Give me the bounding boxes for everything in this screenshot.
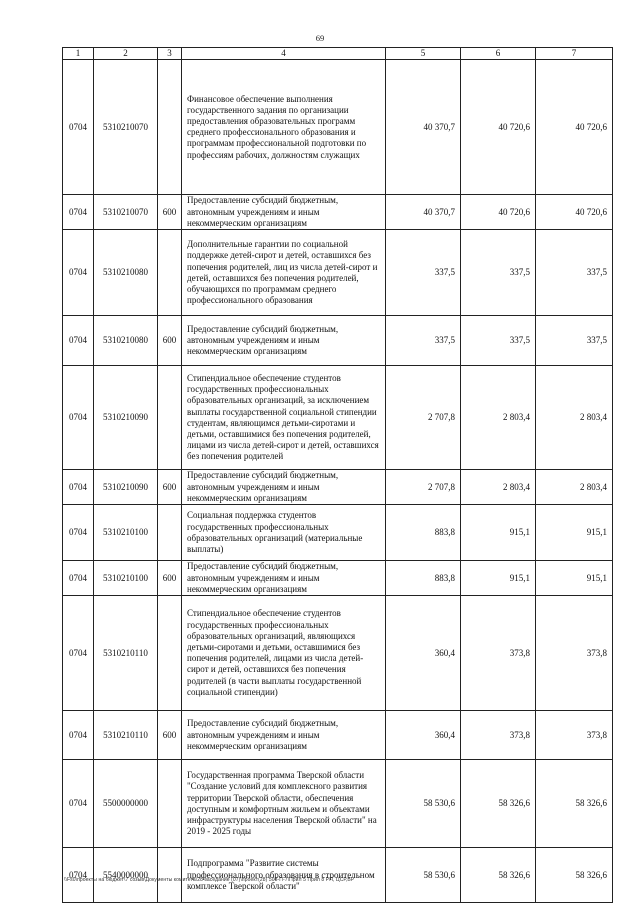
table-row bbox=[63, 760, 613, 848]
amount-year3-cell: 915,1 bbox=[536, 561, 613, 596]
amount-year2-cell: 915,1 bbox=[461, 505, 536, 561]
header-cell: 6 bbox=[461, 48, 536, 60]
section-code-cell: 0704 bbox=[63, 195, 94, 230]
description-cell: Социальная поддержка студентов государственных профессиональных образовательных организаций (материальные выплаты) bbox=[182, 505, 386, 561]
expense-type-cell bbox=[158, 848, 182, 903]
expense-type-cell bbox=[158, 366, 182, 470]
amount-year3-cell: 2 803,4 bbox=[536, 470, 613, 505]
section-code-cell: 0704 bbox=[63, 505, 94, 561]
amount-year2-cell: 373,8 bbox=[461, 711, 536, 760]
amount-year3-cell: 337,5 bbox=[536, 316, 613, 366]
section-code-cell: 0704 bbox=[63, 848, 94, 903]
description-cell: Предоставление субсидий бюджетным, автономным учреждениям и иным некоммерческим организациям bbox=[182, 711, 386, 760]
description-cell: Стипендиальное обеспечение студентов государственных профессиональных образовательных организаций, являющихся детьми-сиротами и детьми, оставшимися без попечения родителей, лицами из числа детей-сирот и детей, оставшихся без попечения родителей (в части выплаты государственной социальной стипендии) bbox=[182, 596, 386, 711]
header-cell: 1 bbox=[63, 48, 94, 60]
target-article-cell: 5310210100 bbox=[94, 505, 158, 561]
expense-type-cell: 600 bbox=[158, 195, 182, 230]
description-cell: Дополнительные гарантии по социальной поддержке детей-сирот и детей, оставшихся без попечения родителей, лиц из числа детей-сирот и детей, оставшихся без попечения родителей, обучающихся по программам среднего профессионального образования bbox=[182, 230, 386, 316]
target-article-cell: 5310210100 bbox=[94, 561, 158, 596]
amount-year2-cell: 2 803,4 bbox=[461, 366, 536, 470]
table-row bbox=[63, 596, 613, 711]
table-row bbox=[63, 711, 613, 760]
description-cell: Предоставление субсидий бюджетным, автономным учреждениям и иным некоммерческим организациям bbox=[182, 561, 386, 596]
header-cell: 2 bbox=[94, 48, 158, 60]
header-cell: 3 bbox=[158, 48, 182, 60]
amount-year3-cell: 2 803,4 bbox=[536, 366, 613, 470]
file-path-footer: \\Fs0\проекты на бюджет\7 созыв\Документы комитета\28 заседание (07)\проект(28) 508-П-7\Прил 5 Прил 8 РП, ЦСР,ВР bbox=[64, 877, 355, 883]
description-cell: Стипендиальное обеспечение студентов государственных профессиональных образовательных организаций, за исключением выплаты государственной социальной стипендии студентам, являющимся детьми-сиротами и детьми, оставшимися без попечения родителей, лицами из числа детей-сирот и детей, оставшихся без попечения родителей bbox=[182, 366, 386, 470]
amount-year3-cell: 40 720,6 bbox=[536, 195, 613, 230]
target-article-cell: 5310210080 bbox=[94, 230, 158, 316]
target-article-cell: 5310210110 bbox=[94, 711, 158, 760]
amount-year2-cell: 2 803,4 bbox=[461, 470, 536, 505]
table-row bbox=[63, 230, 613, 316]
target-article-cell: 5310210070 bbox=[94, 60, 158, 195]
section-code-cell: 0704 bbox=[63, 366, 94, 470]
amount-year3-cell: 40 720,6 bbox=[536, 60, 613, 195]
amount-year1-cell: 2 707,8 bbox=[386, 366, 461, 470]
amount-year1-cell: 883,8 bbox=[386, 505, 461, 561]
expense-type-cell bbox=[158, 760, 182, 848]
expense-type-cell: 600 bbox=[158, 316, 182, 366]
amount-year1-cell: 40 370,7 bbox=[386, 60, 461, 195]
page-number: 69 bbox=[315, 33, 325, 43]
amount-year2-cell: 40 720,6 bbox=[461, 60, 536, 195]
amount-year2-cell: 58 326,6 bbox=[461, 848, 536, 903]
amount-year1-cell: 337,5 bbox=[386, 230, 461, 316]
header-cell: 5 bbox=[386, 48, 461, 60]
amount-year3-cell: 373,8 bbox=[536, 711, 613, 760]
header-cell: 4 bbox=[182, 48, 386, 60]
expense-type-cell: 600 bbox=[158, 561, 182, 596]
description-cell: Предоставление субсидий бюджетным, автономным учреждениям и иным некоммерческим организациям bbox=[182, 470, 386, 505]
section-code-cell: 0704 bbox=[63, 316, 94, 366]
amount-year2-cell: 337,5 bbox=[461, 316, 536, 366]
target-article-cell: 5540000000 bbox=[94, 848, 158, 903]
description-cell: Государственная программа Тверской области "Создание условий для комплексного развития территории Тверской области, обеспечения доступным и комфортным жильем и объектами инфраструктуры населения Тверской области" на 2019 - 2025 годы bbox=[182, 760, 386, 848]
amount-year1-cell: 883,8 bbox=[386, 561, 461, 596]
expense-type-cell bbox=[158, 505, 182, 561]
section-code-cell: 0704 bbox=[63, 60, 94, 195]
amount-year3-cell: 58 326,6 bbox=[536, 848, 613, 903]
amount-year1-cell: 58 530,6 bbox=[386, 760, 461, 848]
budget-table bbox=[62, 47, 613, 903]
amount-year3-cell: 58 326,6 bbox=[536, 760, 613, 848]
target-article-cell: 5310210070 bbox=[94, 195, 158, 230]
expense-type-cell bbox=[158, 230, 182, 316]
amount-year3-cell: 337,5 bbox=[536, 230, 613, 316]
expense-type-cell: 600 bbox=[158, 470, 182, 505]
amount-year1-cell: 360,4 bbox=[386, 596, 461, 711]
expense-type-cell: 600 bbox=[158, 711, 182, 760]
header-row bbox=[63, 48, 613, 60]
amount-year2-cell: 40 720,6 bbox=[461, 195, 536, 230]
table-row bbox=[63, 316, 613, 366]
section-code-cell: 0704 bbox=[63, 470, 94, 505]
target-article-cell: 5310210090 bbox=[94, 470, 158, 505]
amount-year3-cell: 915,1 bbox=[536, 505, 613, 561]
target-article-cell: 5310210110 bbox=[94, 596, 158, 711]
table-row bbox=[63, 60, 613, 195]
section-code-cell: 0704 bbox=[63, 230, 94, 316]
expense-type-cell bbox=[158, 596, 182, 711]
table-row bbox=[63, 470, 613, 505]
table-row bbox=[63, 561, 613, 596]
description-cell: Финансовое обеспечение выполнения государственного задания по организации предоставления образовательных программ среднего профессионального образования и программам профессиональной подготовки по профессиям рабочих, должностям служащих bbox=[182, 60, 386, 195]
amount-year2-cell: 915,1 bbox=[461, 561, 536, 596]
target-article-cell: 5310210090 bbox=[94, 366, 158, 470]
header-cell: 7 bbox=[536, 48, 613, 60]
amount-year1-cell: 2 707,8 bbox=[386, 470, 461, 505]
table-row bbox=[63, 195, 613, 230]
section-code-cell: 0704 bbox=[63, 561, 94, 596]
amount-year1-cell: 337,5 bbox=[386, 316, 461, 366]
amount-year1-cell: 40 370,7 bbox=[386, 195, 461, 230]
table-row bbox=[63, 366, 613, 470]
description-cell: Подпрограмма "Развитие системы профессионального образования в строительном комплексе Тверской области" bbox=[182, 848, 386, 903]
amount-year2-cell: 373,8 bbox=[461, 596, 536, 711]
description-cell: Предоставление субсидий бюджетным, автономным учреждениям и иным некоммерческим организациям bbox=[182, 195, 386, 230]
amount-year2-cell: 58 326,6 bbox=[461, 760, 536, 848]
section-code-cell: 0704 bbox=[63, 711, 94, 760]
section-code-cell: 0704 bbox=[63, 596, 94, 711]
description-cell: Предоставление субсидий бюджетным, автономным учреждениям и иным некоммерческим организациям bbox=[182, 316, 386, 366]
section-code-cell: 0704 bbox=[63, 760, 94, 848]
target-article-cell: 5310210080 bbox=[94, 316, 158, 366]
amount-year2-cell: 337,5 bbox=[461, 230, 536, 316]
amount-year1-cell: 58 530,6 bbox=[386, 848, 461, 903]
target-article-cell: 5500000000 bbox=[94, 760, 158, 848]
expense-type-cell bbox=[158, 60, 182, 195]
table-row bbox=[63, 505, 613, 561]
amount-year3-cell: 373,8 bbox=[536, 596, 613, 711]
amount-year1-cell: 360,4 bbox=[386, 711, 461, 760]
table-row bbox=[63, 848, 613, 903]
